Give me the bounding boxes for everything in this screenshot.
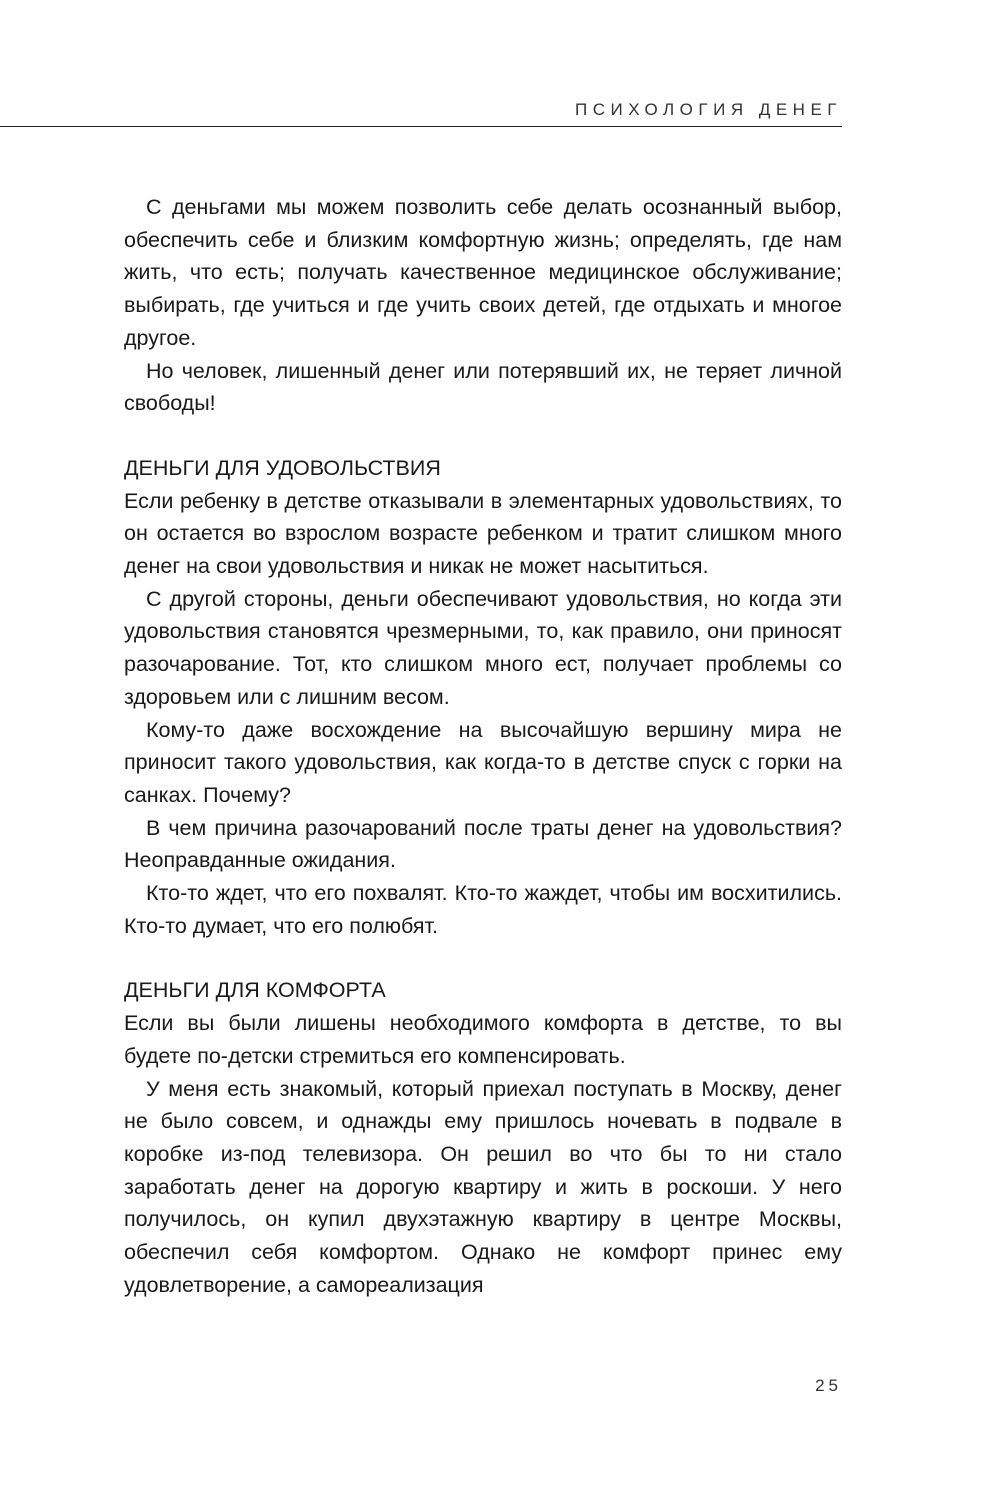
section-gap (124, 420, 842, 452)
page-number: 25 (815, 1376, 842, 1395)
page-body (124, 191, 842, 1302)
paragraph: У меня есть знакомый, который приехал поступать в Москву, денег не было совсем, и однажды ему пришлось ночевать в подвале в коробке из-под телевизора. Он решил во что бы то ни стало заработать денег на дорогую квартиру и жить в роскоши. У него получилось, он купил двухэтажную квартиру в центре Москвы, обеспечил себя комфортом. Однако не комфорт принес ему удовлетворение, а самореализация (124, 1076, 842, 1297)
running-head: ПСИХОЛОГИЯ ДЕНЕГ (575, 100, 842, 119)
paragraph: Если вы были лишены необходимого комфорта в детстве, то вы будете по-детски стремиться его компенсировать. (124, 1011, 842, 1068)
section-gap (124, 942, 842, 974)
paragraph: Кому-то даже восхождение на высочайшую вершину мира не приносит такого удовольствия, как когда-то в детстве спуск с горки на санках. Почему? (124, 717, 842, 807)
paragraph: Но человек, лишенный денег или потерявший их, не теряет личной свободы! (124, 358, 842, 416)
section-heading: ДЕНЬГИ ДЛЯ УДОВОЛЬСТВИЯ (124, 455, 441, 480)
section-heading: ДЕНЬГИ ДЛЯ КОМФОРТА (124, 978, 386, 1003)
paragraph: С другой стороны, деньги обеспечивают удовольствия, но когда эти удовольствия становятся чрезмерными, то, как правило, они приносят разочарование. Тот, кто слишком много ест, получает проблемы со здоровьем или с лишним весом. (124, 586, 842, 709)
paragraph: Если ребенку в детстве отказывали в элементарных удовольствиях, то он остается во взрослом возрасте ребенком и тратит слишком много денег на свои удовольствия и никак не может насытиться. (124, 488, 842, 579)
paragraph: Кто-то ждет, что его похвалят. Кто-то жаждет, чтобы им восхитились. Кто-то думает, что его полюбят. (124, 881, 842, 938)
paragraph: В чем причина разочарований после траты денег на удовольствия? Неоправданные ожидания. (124, 815, 842, 873)
paragraph: С деньгами мы можем позволить себе делать осознанный выбор, обеспечить себе и близким комфортную жизнь; определять, где нам жить, что есть; получать качественное медицинское обслуживание; выбирать, где учиться и где учить своих детей, где отдыхать и многое другое. (124, 195, 842, 350)
header-rule (0, 126, 842, 127)
